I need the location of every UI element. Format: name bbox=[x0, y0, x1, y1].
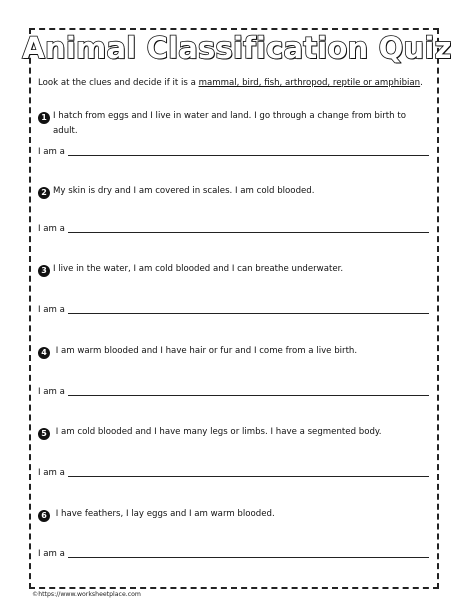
question-text-continued: adult. bbox=[53, 126, 78, 136]
question-6 bbox=[38, 507, 434, 522]
instructions-suffix: . bbox=[420, 78, 423, 88]
question-text: I am warm blooded and I have hair or fur and I come from a live birth. bbox=[53, 346, 358, 356]
answer-label: I am a bbox=[38, 147, 65, 157]
answer-line-3[interactable] bbox=[38, 303, 434, 315]
instructions bbox=[38, 78, 438, 88]
question-number-badge: 1 bbox=[38, 112, 50, 124]
question-text: I am cold blooded and I have many legs or limbs. I have a segmented body. bbox=[53, 427, 382, 437]
answer-line-1[interactable] bbox=[38, 145, 434, 157]
question-number-badge: 2 bbox=[38, 187, 50, 199]
answer-label: I am a bbox=[38, 549, 65, 559]
worksheet-title: Animal Classification Quiz bbox=[22, 31, 452, 65]
question-1 bbox=[38, 109, 434, 139]
answer-blank[interactable] bbox=[68, 155, 429, 156]
answer-blank[interactable] bbox=[68, 232, 429, 233]
question-4 bbox=[38, 344, 434, 359]
question-5 bbox=[38, 425, 434, 440]
instructions-options: mammal, bird, fish, arthropod, reptile or amphibian bbox=[198, 78, 421, 88]
question-3 bbox=[38, 262, 434, 277]
answer-label: I am a bbox=[38, 387, 65, 397]
question-number-badge: 3 bbox=[38, 265, 50, 277]
question-number-badge: 5 bbox=[38, 428, 50, 440]
question-2 bbox=[38, 184, 434, 199]
answer-label: I am a bbox=[38, 224, 65, 234]
copyright-notice: ©https://www.worksheetplace.com bbox=[32, 591, 141, 598]
answer-label: I am a bbox=[38, 305, 65, 315]
answer-blank[interactable] bbox=[68, 395, 429, 396]
answer-blank[interactable] bbox=[68, 476, 429, 477]
question-number-badge: 6 bbox=[38, 510, 50, 522]
answer-label: I am a bbox=[38, 468, 65, 478]
question-text: I hatch from eggs and I live in water and land. I go through a change from birth to bbox=[53, 111, 406, 121]
answer-line-4[interactable] bbox=[38, 385, 434, 397]
answer-line-5[interactable] bbox=[38, 466, 434, 478]
answer-line-2[interactable] bbox=[38, 222, 434, 234]
answer-line-6[interactable] bbox=[38, 547, 434, 559]
answer-blank[interactable] bbox=[68, 313, 429, 314]
question-text: I have feathers, I lay eggs and I am warm blooded. bbox=[53, 509, 275, 519]
question-number-badge: 4 bbox=[38, 347, 50, 359]
instructions-prefix: Look at the clues and decide if it is a bbox=[38, 78, 199, 88]
question-text: My skin is dry and I am covered in scales. I am cold blooded. bbox=[53, 186, 315, 196]
answer-blank[interactable] bbox=[68, 557, 429, 558]
question-text: I live in the water, I am cold blooded and I can breathe underwater. bbox=[53, 264, 344, 274]
